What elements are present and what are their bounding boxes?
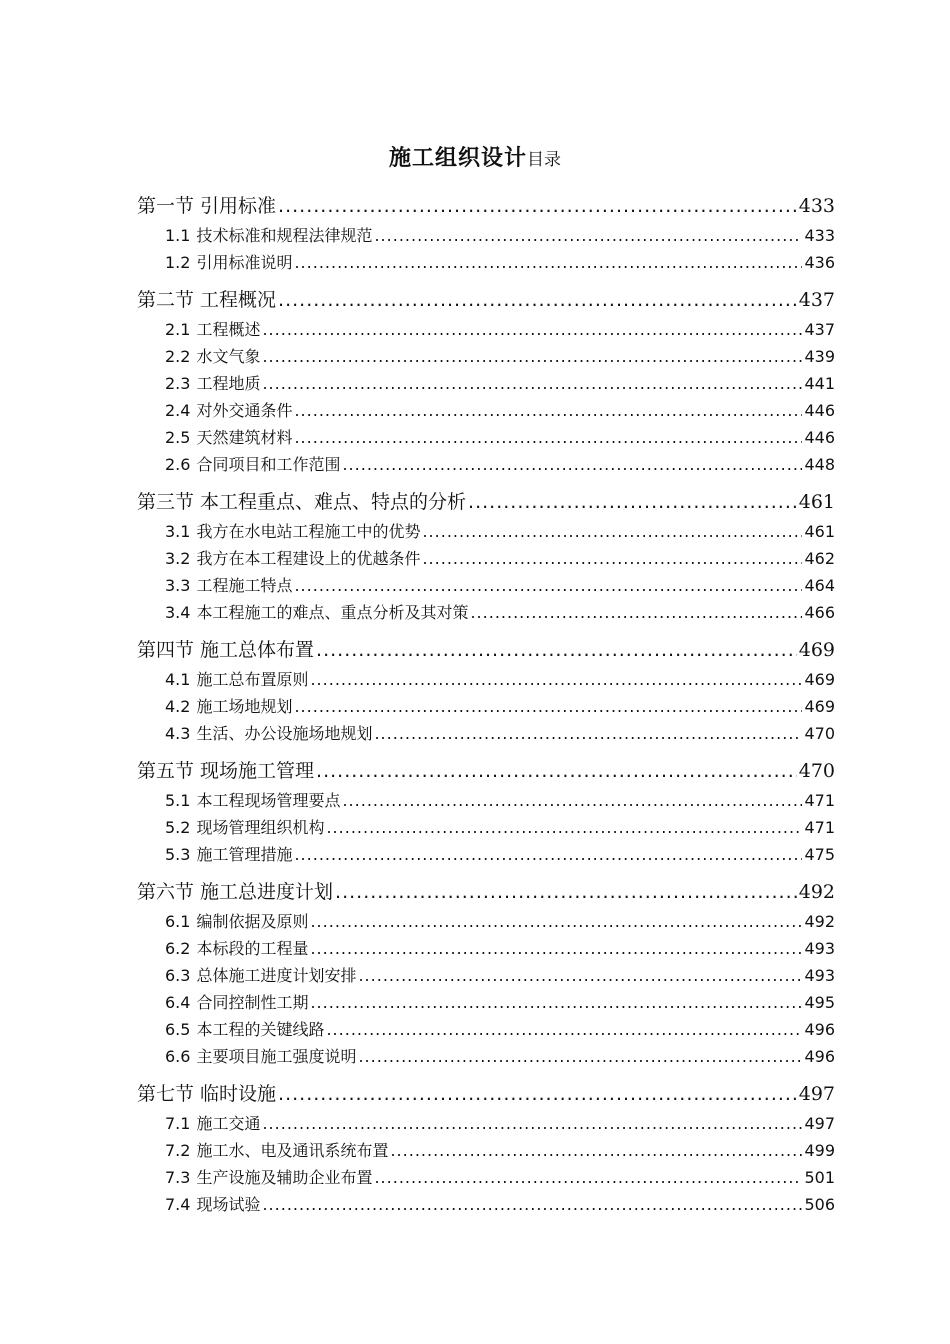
dot-leader — [342, 787, 802, 814]
toc-chapter-entry[interactable] — [137, 190, 835, 222]
toc-subsection-number: 4.2 — [165, 697, 191, 716]
dot-leader — [262, 1110, 802, 1137]
toc-subsection-entry[interactable] — [137, 841, 835, 868]
toc-subsection-label: 本标段的工程量 — [196, 939, 309, 958]
toc-page-number: 441 — [804, 374, 835, 393]
toc-subsection-label: 工程施工特点 — [196, 576, 293, 595]
toc-chapter-entry[interactable] — [137, 284, 835, 316]
dot-leader — [262, 316, 802, 343]
toc-section — [137, 1078, 835, 1218]
toc-section — [137, 284, 835, 478]
toc-page-number: 497 — [804, 1114, 835, 1133]
dot-leader — [294, 249, 802, 276]
toc-page-number: 496 — [804, 1020, 835, 1039]
toc-subsection-label: 主要项目施工强度说明 — [196, 1047, 357, 1066]
toc-subsection-entry[interactable] — [137, 1043, 835, 1070]
document-title — [0, 143, 950, 176]
toc-subsection-entry[interactable] — [137, 545, 835, 572]
toc-subsection-entry[interactable] — [137, 1191, 835, 1218]
toc-subsection-number: 2.4 — [165, 401, 191, 420]
dot-leader — [310, 908, 802, 935]
dot-leader — [326, 814, 802, 841]
toc-subsection-label: 合同项目和工作范围 — [196, 455, 341, 474]
toc-page-number: 433 — [804, 226, 835, 245]
toc-subsection-entry[interactable] — [137, 572, 835, 599]
toc-subsection-label: 本工程现场管理要点 — [196, 791, 341, 810]
toc-subsection-entry[interactable] — [137, 451, 835, 478]
toc-page-number: 499 — [804, 1141, 835, 1160]
toc-subsection-label: 生产设施及辅助企业布置 — [196, 1168, 373, 1187]
dot-leader — [335, 876, 797, 908]
toc-subsection-number: 1.2 — [165, 253, 191, 272]
dot-leader — [310, 935, 802, 962]
toc-page-number: 464 — [804, 576, 835, 595]
toc-subsection-label: 对外交通条件 — [196, 401, 293, 420]
toc-subsection-label: 工程地质 — [196, 374, 261, 393]
toc-subsection-label: 总体施工进度计划安排 — [196, 966, 357, 985]
toc-page-number: 501 — [804, 1168, 835, 1187]
toc-section — [137, 486, 835, 626]
dot-leader — [374, 720, 802, 747]
toc-subsection-number: 6.1 — [165, 912, 191, 931]
toc-page-number: 469 — [804, 670, 835, 689]
toc-page-number: 448 — [804, 455, 835, 474]
dot-leader — [294, 424, 802, 451]
toc-subsection-entry[interactable] — [137, 908, 835, 935]
dot-leader — [262, 370, 802, 397]
toc-subsection-entry[interactable] — [137, 370, 835, 397]
toc-subsection-label: 编制依据及原则 — [196, 912, 309, 931]
toc-subsection-entry[interactable] — [137, 935, 835, 962]
toc-subsection-entry[interactable] — [137, 989, 835, 1016]
toc-subsection-label: 施工管理措施 — [196, 845, 293, 864]
toc-subsection-number: 2.3 — [165, 374, 191, 393]
toc-page-number: 506 — [804, 1195, 835, 1214]
toc-subsection-number: 3.4 — [165, 603, 191, 622]
toc-subsection-number: 4.1 — [165, 670, 191, 689]
toc-page-number: 492 — [798, 881, 835, 903]
dot-leader — [342, 451, 802, 478]
dot-leader — [294, 572, 802, 599]
toc-subsection-entry[interactable] — [137, 397, 835, 424]
dot-leader — [468, 486, 797, 518]
dot-leader — [358, 962, 802, 989]
toc-subsection-number: 2.6 — [165, 455, 191, 474]
dot-leader — [278, 1078, 797, 1110]
toc-chapter-label: 第六节 施工总进度计划 — [137, 881, 334, 903]
toc-subsection-entry[interactable] — [137, 787, 835, 814]
toc-subsection-number: 6.5 — [165, 1020, 191, 1039]
toc-chapter-label: 第一节 引用标准 — [137, 195, 277, 217]
dot-leader — [294, 841, 802, 868]
dot-leader — [262, 1191, 802, 1218]
toc-page-number: 439 — [804, 347, 835, 366]
dot-leader — [262, 343, 802, 370]
toc-page-number: 495 — [804, 993, 835, 1012]
toc-page-number: 492 — [804, 912, 835, 931]
toc-subsection-number: 1.1 — [165, 226, 191, 245]
toc-subsection-entry[interactable] — [137, 518, 835, 545]
toc-subsection-label: 技术标准和规程法律规范 — [196, 226, 373, 245]
toc-page-number: 437 — [798, 289, 835, 311]
toc-page-number: 446 — [804, 428, 835, 447]
toc-subsection-label: 我方在水电站工程施工中的优势 — [196, 522, 421, 541]
toc-subsection-label: 现场管理组织机构 — [196, 818, 325, 837]
toc-page-number: 466 — [804, 603, 835, 622]
toc-page-number: 470 — [798, 760, 835, 782]
toc-subsection-entry[interactable] — [137, 424, 835, 451]
toc-page-number: 433 — [798, 195, 835, 217]
toc-chapter-entry[interactable] — [137, 634, 835, 666]
toc-page-number: 497 — [798, 1083, 835, 1105]
toc-subsection-label: 天然建筑材料 — [196, 428, 293, 447]
toc-subsection-label: 施工场地规划 — [196, 697, 293, 716]
toc-subsection-number: 5.3 — [165, 845, 191, 864]
dot-leader — [470, 599, 802, 626]
dot-leader — [390, 1137, 802, 1164]
toc-subsection-number: 3.2 — [165, 549, 191, 568]
toc-subsection-number: 7.1 — [165, 1114, 191, 1133]
toc-page-number: 436 — [804, 253, 835, 272]
toc-subsection-number: 6.6 — [165, 1047, 191, 1066]
toc-page-number: 437 — [804, 320, 835, 339]
toc-subsection-label: 施工水、电及通讯系统布置 — [196, 1141, 389, 1160]
toc-subsection-number: 2.1 — [165, 320, 191, 339]
toc-subsection-number: 3.1 — [165, 522, 191, 541]
toc-chapter-label: 第二节 工程概况 — [137, 289, 277, 311]
dot-leader — [422, 545, 802, 572]
toc-page-number: 496 — [804, 1047, 835, 1066]
toc-subsection-label: 合同控制性工期 — [196, 993, 309, 1012]
toc-subsection-number: 7.4 — [165, 1195, 191, 1214]
toc-subsection-number: 6.3 — [165, 966, 191, 985]
dot-leader — [310, 989, 802, 1016]
toc-chapter-label: 第三节 本工程重点、难点、特点的分析 — [137, 491, 467, 513]
toc-subsection-entry[interactable] — [137, 1137, 835, 1164]
toc-subsection-number: 2.2 — [165, 347, 191, 366]
dot-leader — [422, 518, 802, 545]
toc-page-number: 471 — [804, 791, 835, 810]
toc-subsection-number: 6.4 — [165, 993, 191, 1012]
toc-page-number: 469 — [798, 639, 835, 661]
toc-chapter-entry[interactable] — [137, 486, 835, 518]
toc-page-number: 470 — [804, 724, 835, 743]
toc-chapter-label: 第四节 施工总体布置 — [137, 639, 315, 661]
toc-subsection-entry[interactable] — [137, 1016, 835, 1043]
toc-subsection-label: 本工程的关键线路 — [196, 1020, 325, 1039]
toc-page-number: 475 — [804, 845, 835, 864]
toc-subsection-label: 引用标准说明 — [196, 253, 293, 272]
toc-subsection-label: 生活、办公设施场地规划 — [196, 724, 373, 743]
toc-subsection-entry[interactable] — [137, 666, 835, 693]
toc-subsection-label: 我方在本工程建设上的优越条件 — [196, 549, 421, 568]
toc-page-number: 462 — [804, 549, 835, 568]
toc-page-number: 446 — [804, 401, 835, 420]
toc-subsection-entry[interactable] — [137, 249, 835, 276]
dot-leader — [374, 222, 802, 249]
toc-subsection-label: 现场试验 — [196, 1195, 261, 1214]
toc-subsection-number: 7.2 — [165, 1141, 191, 1160]
toc-subsection-entry[interactable] — [137, 814, 835, 841]
toc-subsection-number: 7.3 — [165, 1168, 191, 1187]
toc-page-number: 461 — [798, 491, 835, 513]
toc-subsection-label: 本工程施工的难点、重点分析及其对策 — [196, 603, 469, 622]
toc-section — [137, 634, 835, 747]
toc-subsection-number: 2.5 — [165, 428, 191, 447]
dot-leader — [326, 1016, 802, 1043]
dot-leader — [294, 397, 802, 424]
toc-subsection-entry[interactable] — [137, 343, 835, 370]
dot-leader — [310, 666, 802, 693]
toc-page-number: 493 — [804, 966, 835, 985]
toc-chapter-entry[interactable] — [137, 755, 835, 787]
dot-leader — [316, 634, 797, 666]
dot-leader — [358, 1043, 802, 1070]
toc-page-number: 493 — [804, 939, 835, 958]
toc-subsection-entry[interactable] — [137, 599, 835, 626]
toc-subsection-entry[interactable] — [137, 1164, 835, 1191]
toc-subsection-number: 5.1 — [165, 791, 191, 810]
dot-leader — [278, 284, 797, 316]
toc-subsection-entry[interactable] — [137, 962, 835, 989]
toc-subsection-label: 水文气象 — [196, 347, 261, 366]
toc-subsection-entry[interactable] — [137, 1110, 835, 1137]
toc-chapter-label: 第五节 现场施工管理 — [137, 760, 315, 782]
toc-section — [137, 755, 835, 868]
toc-chapter-label: 第七节 临时设施 — [137, 1083, 277, 1105]
toc-subsection-label: 施工总布置原则 — [196, 670, 309, 689]
toc-chapter-entry[interactable] — [137, 876, 835, 908]
dot-leader — [316, 755, 797, 787]
title-main: 施工组织设计 — [388, 146, 527, 171]
toc-subsection-label: 工程概述 — [196, 320, 261, 339]
toc-section — [137, 876, 835, 1070]
toc-subsection-entry[interactable] — [137, 316, 835, 343]
toc-subsection-entry[interactable] — [137, 720, 835, 747]
toc-chapter-entry[interactable] — [137, 1078, 835, 1110]
title-sub: 目录 — [527, 150, 561, 170]
dot-leader — [294, 693, 802, 720]
toc-subsection-entry[interactable] — [137, 693, 835, 720]
table-of-contents — [137, 190, 835, 1226]
toc-subsection-label: 施工交通 — [196, 1114, 261, 1133]
toc-subsection-number: 4.3 — [165, 724, 191, 743]
toc-page-number: 471 — [804, 818, 835, 837]
toc-subsection-number: 5.2 — [165, 818, 191, 837]
toc-page-number: 469 — [804, 697, 835, 716]
toc-section — [137, 190, 835, 276]
toc-subsection-number: 6.2 — [165, 939, 191, 958]
toc-subsection-entry[interactable] — [137, 222, 835, 249]
toc-page-number: 461 — [804, 522, 835, 541]
dot-leader — [278, 190, 797, 222]
dot-leader — [374, 1164, 802, 1191]
toc-subsection-number: 3.3 — [165, 576, 191, 595]
